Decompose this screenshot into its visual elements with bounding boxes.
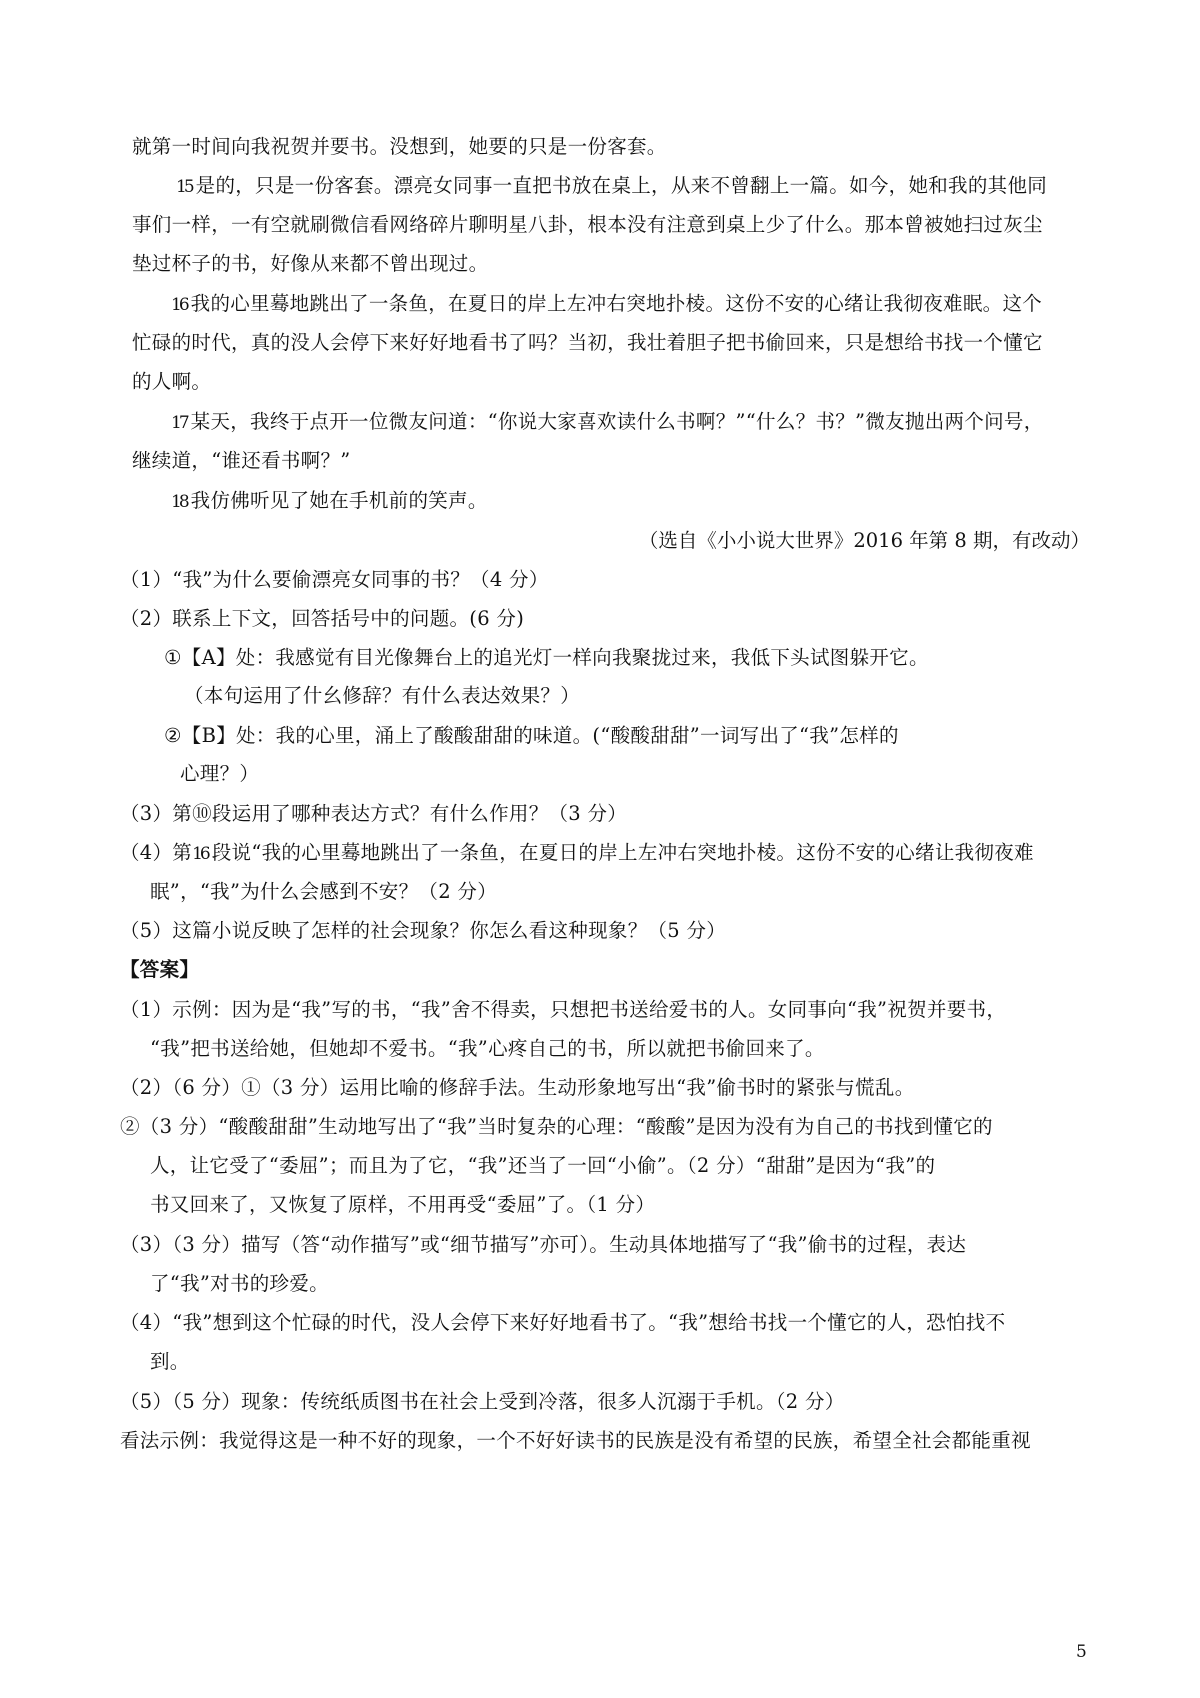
paragraph-15-line: 事们一样，一有空就刷微信看网络碎片聊明星八卦，根本没有注意到桌上少了什么。那本曾被她扫过灰尘 (132, 213, 1043, 236)
paragraph-number: 18 (171, 492, 187, 512)
question-2b: ②【B】处：我的心里，涌上了酸酸甜甜的味道。(“酸酸甜甜”一词写出了“我”怎样的 (164, 724, 899, 747)
source-citation: （选自《小小说大世界》2016 年第 8 期，有改动） (638, 529, 1090, 552)
question-3: （3）第⑩段运用了哪种表达方式？有什么作用？（3 分） (120, 802, 628, 825)
answer-3-continued: 了“我”对书的珍爱。 (150, 1272, 329, 1295)
answer-3: （3）（3 分）描写（答“动作描写”或“细节描写”亦可）。生动具体地描写了“我”偷书的过程，表达 (120, 1233, 967, 1256)
question-prefix: （4）第 (120, 841, 193, 864)
paragraph-16-line: 忙碌的时代，真的没人会停下来好好地看书了吗？当初，我壮着胆子把书偷回来，只是想给书找一个懂它 (132, 331, 1043, 354)
answer-2b-continued: 书又回来了，又恢复了原样，不用再受“委屈”了。（1 分） (150, 1193, 656, 1216)
answers-heading: 【答案】 (120, 958, 200, 981)
answer-1-continued: “我”把书送给她，但她却不爱书。“我”心疼自己的书，所以就把书偷回来了。 (150, 1037, 825, 1060)
question-5: （5）这篇小说反映了怎样的社会现象？你怎么看这种现象？（5 分） (120, 919, 727, 942)
paragraph-number: 16 (171, 295, 187, 315)
question-4 (120, 839, 1034, 868)
paragraph-16-line: 的人啊。 (132, 370, 212, 393)
question-1: （1）“我”为什么要偷漂亮女同事的书？（4 分） (120, 568, 549, 591)
paragraph-text: 某天，我终于点开一位微友问道：“你说大家喜欢读什么书啊？”“什么？书？”微友抛出两个问号， (190, 410, 1044, 433)
answer-1: （1）示例：因为是“我”写的书，“我”舍不得卖，只想把书送给爱书的人。女同事向“我”祝贺并要书， (120, 998, 1007, 1021)
answer-5-continued: 看法示例：我觉得这是一种不好的现象，一个不好好读书的民族是没有希望的民族，希望全社会都能重视 (120, 1429, 1031, 1452)
answer-2: （2）（6 分）①（3 分）运用比喻的修辞手法。生动形象地写出“我”偷书时的紧张与慌乱。 (120, 1076, 915, 1099)
answer-4: （4）“我”想到这个忙碌的时代，没人会停下来好好地看书了。“我”想给书找一个懂它的人，恐怕找不 (120, 1311, 1006, 1334)
question-2b-prompt: 心理？） (180, 762, 260, 785)
paragraph-17-line: 继续道，“谁还看书啊？” (132, 449, 351, 472)
paragraph-number: 16 (192, 844, 208, 864)
question-2a-prompt: （本句运用了什幺修辞？有什么表达效果？） (184, 684, 581, 707)
paragraph-number: 15 (176, 177, 192, 197)
paragraph-15-line: 垫过杯子的书，好像从来都不曾出现过。 (132, 252, 489, 275)
question-2: （2）联系上下文，回答括号中的问题。(6 分) (120, 607, 525, 630)
passage-line: 就第一时间向我祝贺并要书。没想到，她要的只是一份客套。 (132, 135, 667, 158)
paragraph-15-line (176, 172, 1047, 201)
page-number: 5 (1076, 1642, 1087, 1662)
paragraph-text: 我的心里蓦地跳出了一条鱼，在夏日的岸上左冲右突地扑棱。这份不安的心绪让我彻夜难眠。这个 (190, 292, 1043, 315)
paragraph-16-line (171, 290, 1042, 319)
question-text: 段说“我的心里蓦地跳出了一条鱼，在夏日的岸上左冲右突地扑棱。这份不安的心绪让我彻夜难 (211, 841, 1034, 864)
question-4-continued: 眠”，“我”为什么会感到不安？（2 分） (150, 880, 498, 903)
answer-2b-continued: 人，让它受了“委屈”；而且为了它，“我”还当了一回“小偷”。（2 分）“甜甜”是因为“我”的 (150, 1154, 936, 1177)
question-2a: ①【A】处：我感觉有目光像舞台上的追光灯一样向我聚拢过来，我低下头试图躲开它。 (164, 646, 929, 669)
paragraph-text: 是的，只是一份客套。漂亮女同事一直把书放在桌上，从来不曾翻上一篇。如今，她和我的其他同 (195, 174, 1048, 197)
paragraph-text: 我仿佛听见了她在手机前的笑声。 (190, 489, 488, 512)
paragraph-17-line (171, 408, 1044, 437)
paragraph-number: 17 (171, 413, 187, 433)
answer-4-continued: 到。 (150, 1350, 190, 1373)
answer-2b: ②（3 分）“酸酸甜甜”生动地写出了“我”当时复杂的心理：“酸酸”是因为没有为自己的书找到懂它的 (120, 1115, 993, 1138)
answer-5: （5）（5 分）现象：传统纸质图书在社会上受到冷落，很多人沉溺于手机。（2 分） (120, 1390, 845, 1413)
paragraph-18-line (171, 487, 488, 516)
